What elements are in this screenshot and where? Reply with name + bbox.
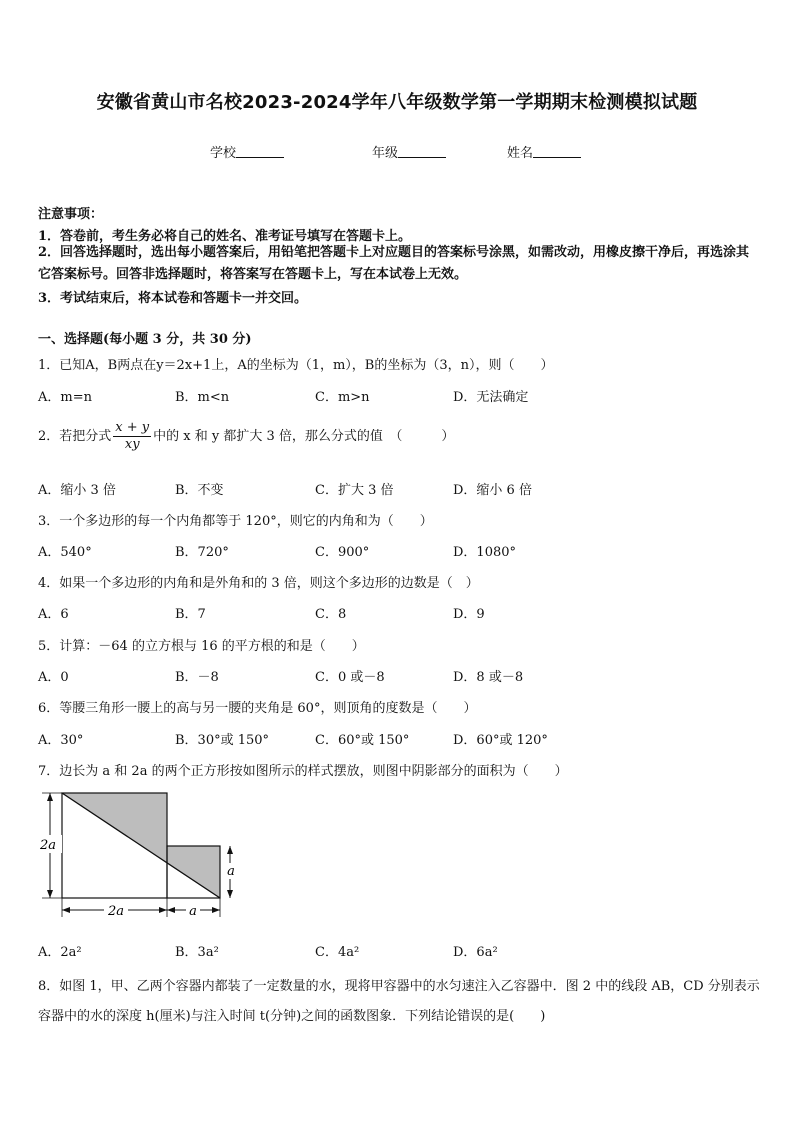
- name-field: [507, 142, 581, 161]
- name-blank: [533, 145, 581, 158]
- question-7-stem: 7．边长为 a 和 2a 的两个正方形按如图所示的样式摆放，则图中阴影部分的面积为（ ）: [38, 764, 568, 779]
- question-4-stem: 4．如果一个多边形的内角和是外角和的 3 倍，则这个多边形的边数是（ ）: [38, 576, 479, 591]
- q1-option-c: C．m>n: [315, 390, 370, 405]
- q7-option-a: A．2a²: [38, 945, 82, 960]
- note-item-2: 2．回答选择题时，选出每小题答案后，用铅笔把答题卡上对应题目的答案标号涂黑，如需改动，用橡皮擦干净后，再选涂其它答案标号。回答非选择题时，将答案写在答题卡上，写在本试卷上无效。: [38, 245, 750, 282]
- left-dimension-arrow-top: [47, 793, 53, 801]
- right-dimension-arrow-bottom: [227, 890, 233, 898]
- q1-option-d: D．无法确定: [453, 390, 529, 405]
- q2-stem-post: 中的 x 和 y 都扩大 3 倍，那么分式的值 （ ）: [153, 429, 455, 444]
- label-a-bottom: a: [189, 904, 197, 919]
- question-8-stem: 8．如图 1，甲、乙两个容器内都装了一定数量的水，现将甲容器中的水匀速注入乙容器中．图 2 中的线段 AB，CD 分别表示容器中的水的深度 h(厘米)与注入时间 t(分钟)之间的函数图象．下列结论错误的是( ): [38, 979, 760, 1024]
- q4-option-b: B．7: [175, 607, 206, 622]
- bottom-a-arrow-right: [212, 907, 220, 913]
- note-item-3: 3．考试结束后，将本试卷和答题卡一并交回。: [38, 291, 308, 306]
- q6-option-d: D．60°或 120°: [453, 733, 548, 748]
- left-dimension-arrow-bottom: [47, 890, 53, 898]
- grade-label: 年级: [372, 146, 399, 161]
- q2-option-c: C．扩大 3 倍: [315, 483, 394, 498]
- q3-option-a: A．540°: [38, 545, 92, 560]
- question-6-stem: 6．等腰三角形一腰上的高与另一腰的夹角是 60°，则顶角的度数是（ ）: [38, 701, 477, 716]
- school-blank: [236, 145, 284, 158]
- section-heading: 一、选择题(每小题 3 分，共 30 分): [38, 332, 252, 347]
- q4-option-a: A．6: [38, 607, 69, 622]
- note-item-1: 1．答卷前，考生务必将自己的姓名、准考证号填写在答题卡上。: [38, 229, 412, 244]
- label-a-right: a: [227, 864, 235, 879]
- q5-option-d: D．8 或－8: [453, 670, 524, 685]
- bottom-a-arrow-left: [167, 907, 175, 913]
- q6-option-a: A．30°: [38, 733, 84, 748]
- q7-option-b: B．3a²: [175, 945, 219, 960]
- q2-option-a: A．缩小 3 倍: [38, 483, 116, 498]
- school-label: 学校: [210, 146, 237, 161]
- q1-option-b: B．m<n: [175, 390, 230, 405]
- q2-option-b: B．不变: [175, 483, 224, 498]
- notes-heading: 注意事项：: [38, 207, 104, 222]
- question-5-stem: 5．计算：－64 的立方根与 16 的平方根的和是（ ）: [38, 639, 365, 654]
- q6-option-c: C．60°或 150°: [315, 733, 410, 748]
- label-2a-left: 2a: [39, 838, 57, 853]
- grade-blank: [398, 145, 446, 158]
- question-7-figure: [30, 785, 260, 925]
- right-dimension-arrow-top: [227, 846, 233, 854]
- q1-option-a: A．m=n: [38, 390, 92, 405]
- q7-option-d: D．6a²: [453, 945, 498, 960]
- q2-fraction: [113, 420, 151, 453]
- q6-option-b: B．30°或 150°: [175, 733, 270, 748]
- q3-option-d: D．1080°: [453, 545, 517, 560]
- q7-option-c: C．4a²: [315, 945, 360, 960]
- q5-option-a: A．0: [38, 670, 69, 685]
- q2-fraction-denominator: xy: [124, 437, 140, 452]
- q2-option-d: D．缩小 6 倍: [453, 483, 532, 498]
- page-title: 安徽省黄山市名校2023-2024学年八年级数学第一学期期末检测模拟试题: [96, 92, 698, 113]
- bottom-2a-arrow-right: [159, 907, 167, 913]
- q3-option-c: C．900°: [315, 545, 370, 560]
- q2-stem-pre: 2．若把分式: [38, 429, 112, 444]
- bottom-2a-arrow-left: [62, 907, 70, 913]
- label-2a-bottom: 2a: [107, 904, 125, 919]
- q4-option-d: D．9: [453, 607, 485, 622]
- q5-option-c: C．0 或－8: [315, 670, 385, 685]
- q5-option-b: B．－8: [175, 670, 219, 685]
- q2-fraction-numerator: x + y: [115, 420, 150, 435]
- question-2-stem: [38, 420, 454, 453]
- question-1-stem: 1．已知A，B两点在y＝2x+1上，A的坐标为（1，m），B的坐标为（3，n），则（ ）: [38, 358, 554, 373]
- name-label: 姓名: [507, 146, 534, 161]
- q4-option-c: C．8: [315, 607, 347, 622]
- q3-option-b: B．720°: [175, 545, 229, 560]
- shaded-region-small: [167, 846, 220, 898]
- grade-field: [372, 142, 446, 161]
- question-3-stem: 3．一个多边形的每一个内角都等于 120°，则它的内角和为（ ）: [38, 514, 433, 529]
- school-field: [210, 142, 284, 161]
